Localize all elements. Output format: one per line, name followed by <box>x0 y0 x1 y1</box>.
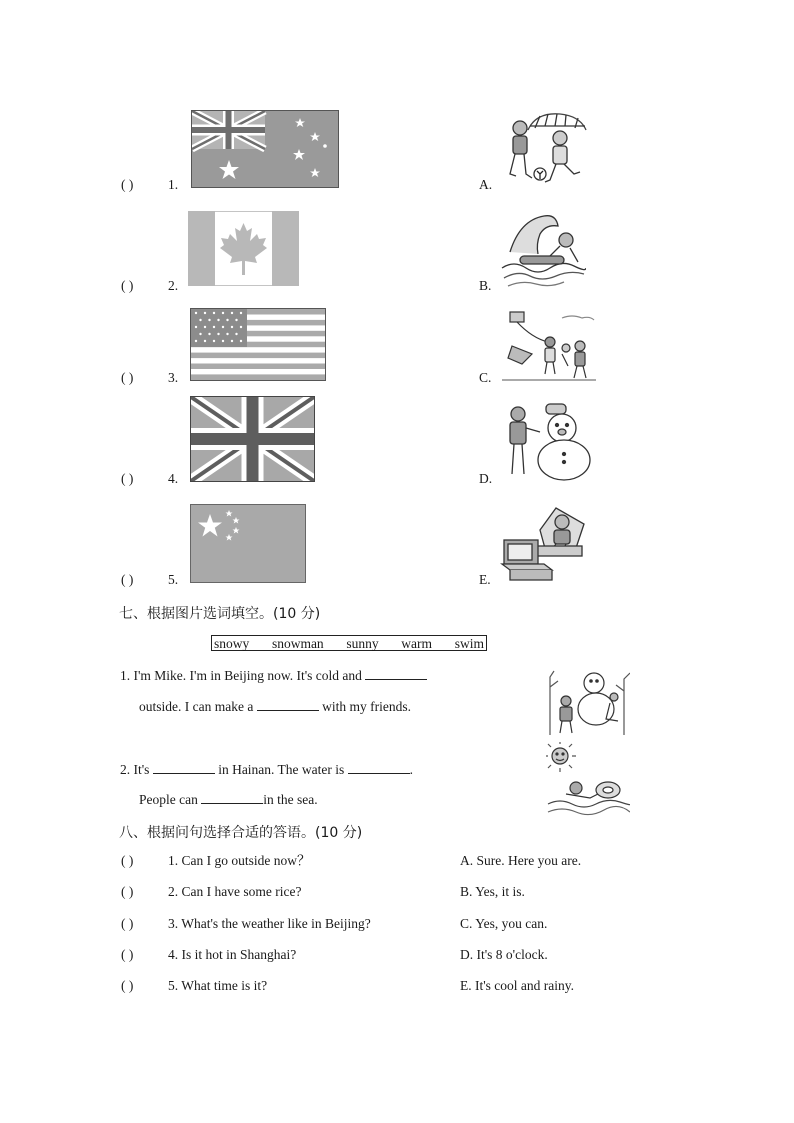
answer-blank[interactable] <box>348 761 410 774</box>
snowman-scene-image <box>546 667 630 737</box>
question-text: in Hainan. The water is <box>218 762 345 777</box>
question-text: with my friends. <box>322 699 411 714</box>
question-text: People can <box>139 792 198 807</box>
children-flying-kite <box>502 308 596 382</box>
item-number: 2. <box>168 278 179 293</box>
word-bank-item: snowy <box>214 636 250 651</box>
answer-paren[interactable]: ( ) <box>121 572 134 587</box>
question-text: 1. I'm Mike. I'm in Beijing now. It's cold and <box>120 668 362 683</box>
answer-paren[interactable]: ( ) <box>121 947 134 962</box>
question-7-2-line1 <box>120 761 413 778</box>
question-text: in the sea. <box>263 792 318 807</box>
question-text: 1. Can I go outside now？ <box>168 853 311 868</box>
option-letter: B. <box>479 278 492 293</box>
question-text: 2. It's <box>120 762 150 777</box>
item-number: 1. <box>168 177 179 192</box>
answer-option: E. It's cool and rainy. <box>460 978 575 993</box>
word-bank-item: warm <box>401 636 433 651</box>
answer-paren[interactable]: ( ) <box>121 471 134 486</box>
answer-paren[interactable]: ( ) <box>121 278 134 293</box>
word-bank-item: sunny <box>346 636 379 651</box>
answer-blank[interactable] <box>201 791 263 804</box>
answer-paren[interactable]: ( ) <box>121 853 134 868</box>
beach-swimming-image <box>546 742 630 818</box>
answer-option: D. It's 8 o'clock. <box>460 947 548 962</box>
option-letter: D. <box>479 471 493 486</box>
question-7-2-line2 <box>139 791 318 808</box>
answer-option: A. Sure. Here you are. <box>460 853 582 868</box>
answer-paren[interactable]: ( ) <box>121 177 134 192</box>
uk-flag <box>190 396 315 482</box>
word-bank-item: snowman <box>271 636 324 651</box>
option-letter: E. <box>479 572 491 587</box>
question-text: 3. What's the weather like in Beijing? <box>168 916 371 931</box>
word-bank <box>211 635 487 651</box>
question-7-1-line1 <box>120 667 427 684</box>
answer-blank[interactable] <box>153 761 215 774</box>
section-7-heading: 七、根据图片选词填空。(10 分) <box>119 606 321 622</box>
person-surfing <box>500 212 586 290</box>
child-making-snowman <box>506 402 592 482</box>
usa-flag <box>190 308 326 381</box>
word-bank-item: swim <box>454 636 484 651</box>
children-playing-football <box>500 108 592 188</box>
answer-paren[interactable]: ( ) <box>121 370 134 385</box>
option-letter: C. <box>479 370 492 385</box>
item-number: 5. <box>168 572 179 587</box>
answer-option: B. Yes, it is. <box>460 884 525 899</box>
australia-flag <box>191 110 339 188</box>
canada-flag <box>188 211 299 286</box>
answer-blank[interactable] <box>257 698 319 711</box>
china-flag <box>190 504 306 583</box>
question-text: . <box>409 762 414 777</box>
child-watching-tv <box>500 504 588 584</box>
question-text: 2. Can I have some rice? <box>168 884 302 899</box>
question-text: 5. What time is it? <box>168 978 268 993</box>
option-letter: A. <box>479 177 493 192</box>
answer-paren[interactable]: ( ) <box>121 916 134 931</box>
question-7-1-line2 <box>139 698 411 715</box>
answer-paren[interactable]: ( ) <box>121 978 134 993</box>
question-text: 4. Is it hot in Shanghai? <box>168 947 297 962</box>
question-text: outside. I can make a <box>139 699 254 714</box>
item-number: 4. <box>168 471 179 486</box>
answer-blank[interactable] <box>365 667 427 680</box>
answer-option: C. Yes, you can. <box>460 916 548 931</box>
item-number: 3. <box>168 370 179 385</box>
answer-paren[interactable]: ( ) <box>121 884 134 899</box>
section-8-heading: 八、根据问句选择合适的答语。(10 分) <box>119 825 363 841</box>
